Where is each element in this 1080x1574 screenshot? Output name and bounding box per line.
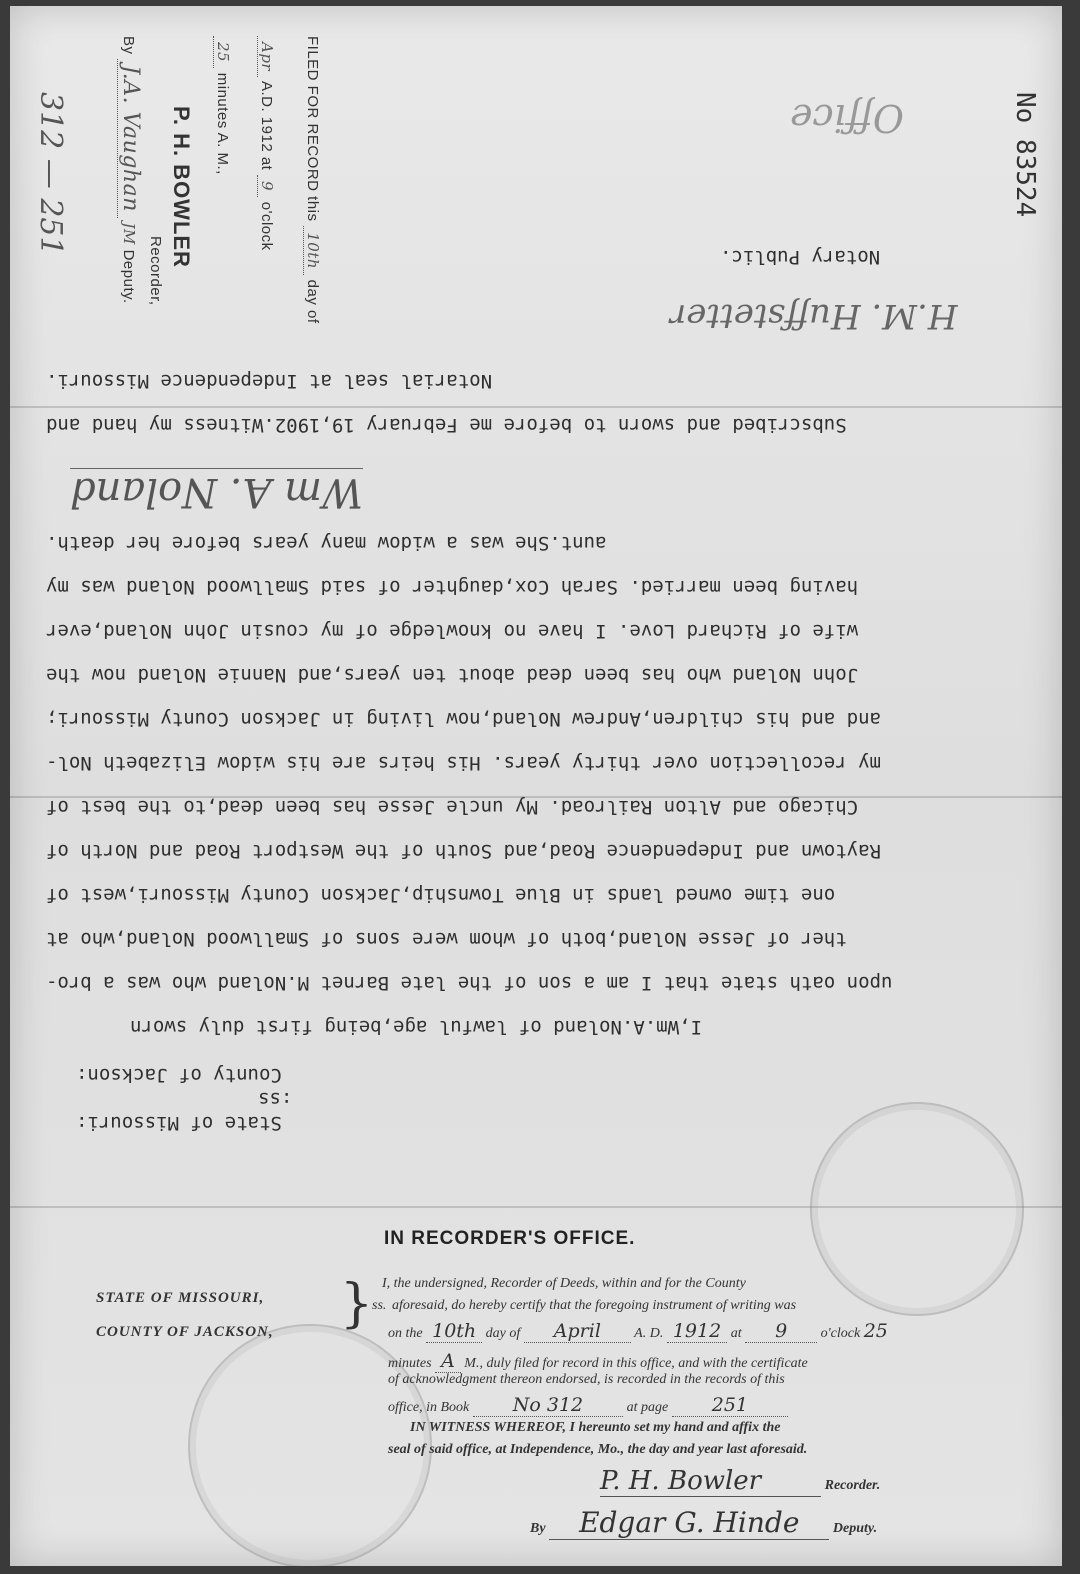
recorder-signature-line xyxy=(600,1466,880,1496)
filed-year: A.D. 1912 xyxy=(258,80,275,153)
affidavit-line: aunt.She was a widow many years before her death. xyxy=(46,532,607,554)
deputy-signature-line xyxy=(530,1506,877,1539)
duly-filed-text: M., duly filed for record in this office, and with the certificate xyxy=(464,1356,808,1371)
notary-signature: H.M. Huffstetter xyxy=(670,296,958,336)
book-number: No 312 xyxy=(473,1394,623,1417)
recorded-minutes: 25 xyxy=(863,1320,888,1342)
affidavit-line: ther of Jesse Noland,both of whom were sons of Smallwood Noland,who at xyxy=(46,928,847,950)
affidavit-line: upon oath state that I am a son of the late Barnet M.Noland who was a bro- xyxy=(46,972,893,994)
book-label: office, in Book xyxy=(388,1400,470,1415)
oclock-label: o'clock xyxy=(820,1326,861,1341)
affidavit-line: one time owned lands in Blue Township,Jackson County Missouri,west of xyxy=(46,884,836,906)
venue-brace: } xyxy=(340,1274,374,1334)
by-label: By xyxy=(530,1521,546,1536)
certificate-line: of acknowledgment thereon endorsed, is recorded in the records of this xyxy=(388,1372,785,1387)
recorded-day: 10th xyxy=(426,1320,482,1343)
recorded-month: April xyxy=(524,1320,631,1343)
affidavit-line: and and his children,Andrew Noland,now living in Jackson County Missouri; xyxy=(46,708,882,730)
venue-county: County of Jackson: xyxy=(76,1064,282,1086)
certificate-title: IN RECORDER'S OFFICE. xyxy=(384,1228,636,1249)
filed-day: 10th xyxy=(303,226,322,275)
day-of-label: day of xyxy=(485,1326,521,1341)
page-number: 251 xyxy=(672,1394,788,1417)
document-page xyxy=(10,6,1062,1566)
filed-meridiem: A. M., xyxy=(214,132,231,175)
filed-oclock: o'clock xyxy=(258,201,275,251)
recorder-label: Recorder, xyxy=(147,236,164,306)
filed-at: at xyxy=(258,156,275,171)
certificate-line xyxy=(388,1394,788,1416)
venue-block xyxy=(96,1281,274,1349)
filed-label: FILED FOR RECORD this xyxy=(304,36,321,222)
affidavit-line: I,Wm.A.Noland of lawful age,being first duly sworn xyxy=(130,1016,702,1038)
by-label: By xyxy=(120,36,137,55)
recorded-meridiem: A xyxy=(435,1350,461,1373)
filed-minutes: 25 xyxy=(213,36,232,68)
book-page-note: 312 — 251 xyxy=(33,92,68,256)
deputy-title: Deputy. xyxy=(832,1521,878,1536)
ad-label: A. D. xyxy=(634,1326,664,1341)
certificate-line xyxy=(388,1350,808,1372)
affidavit-line: John Noland who has been dead about ten years,and Nannie Noland now the xyxy=(46,664,859,686)
on-the-label: on the xyxy=(388,1326,423,1341)
affiant-signature: Wm A. Noland xyxy=(70,469,364,515)
certificate-county: COUNTY OF JACKSON, xyxy=(96,1324,274,1340)
certificate-line: I, the undersigned, Recorder of Deeds, within and for the County xyxy=(382,1276,746,1291)
file-number: No 83524 xyxy=(1010,92,1040,218)
recorded-year: 1912 xyxy=(667,1320,727,1343)
affidavit-line: having been married. Sarah Cox,daughter of said Smallwood Noland was my xyxy=(46,576,859,598)
recorder-title: Recorder. xyxy=(824,1478,881,1493)
margin-note: Office xyxy=(790,96,904,140)
minutes-label: minutes xyxy=(388,1356,432,1371)
certificate-state: STATE OF MISSOURI, xyxy=(96,1290,265,1306)
notary-label: Notary Public. xyxy=(720,246,881,268)
jurat-line: Notarial seal at Independence Missouri. xyxy=(46,370,493,392)
certificate-line: aforesaid, do hereby certify that the foregoing instrument of writing was xyxy=(392,1298,797,1313)
certificate-line xyxy=(388,1320,888,1342)
venue-ss: :ss xyxy=(258,1088,293,1110)
filed-day-suffix: day of xyxy=(304,279,321,324)
affidavit-line: Raytown and Independence Road,and South of the Westport Road and North of xyxy=(46,840,882,862)
filed-hour: 9 xyxy=(257,175,276,197)
certificate-line: IN WITNESS WHEREOF, I hereunto set my hand and affix the xyxy=(410,1420,781,1435)
affidavit-line: Chicago and Alton Railroad. My uncle Jesse has been dead,to the best of xyxy=(46,796,859,818)
page-label: at page xyxy=(626,1400,669,1415)
recorder-name: P. H. BOWLER xyxy=(169,106,194,268)
recorded-hour: 9 xyxy=(745,1320,817,1343)
recorder-certificate xyxy=(10,6,1062,1566)
certificate-ss: ss. xyxy=(372,1298,387,1313)
deputy-signature: J.A. Vaughan xyxy=(117,59,143,218)
at-label: at xyxy=(730,1326,742,1341)
deputy-label: Deputy. xyxy=(120,249,137,304)
deputy-signature: Edgar G. Hinde xyxy=(549,1506,829,1540)
jurat-line: Subscribed and sworn to before me February 19,1902.Witness my hand and xyxy=(46,414,847,436)
affidavit-line: my recollection over thirty years. His heirs are his widow Elizabeth Nol- xyxy=(46,752,882,774)
certificate-line: seal of said office, at Independence, Mo., the day and year last aforesaid. xyxy=(388,1442,808,1457)
filed-minutes-label: minutes xyxy=(214,72,231,129)
filed-month: Apr xyxy=(257,36,276,77)
affidavit-line: wife of Richard Love. I have no knowledge of my cousin John Noland,ever xyxy=(46,620,859,642)
recorder-signature: P. H. Bowler xyxy=(600,1466,821,1497)
deputy-initials: JM xyxy=(120,222,138,245)
venue-state: State of Missouri: xyxy=(76,1112,282,1134)
